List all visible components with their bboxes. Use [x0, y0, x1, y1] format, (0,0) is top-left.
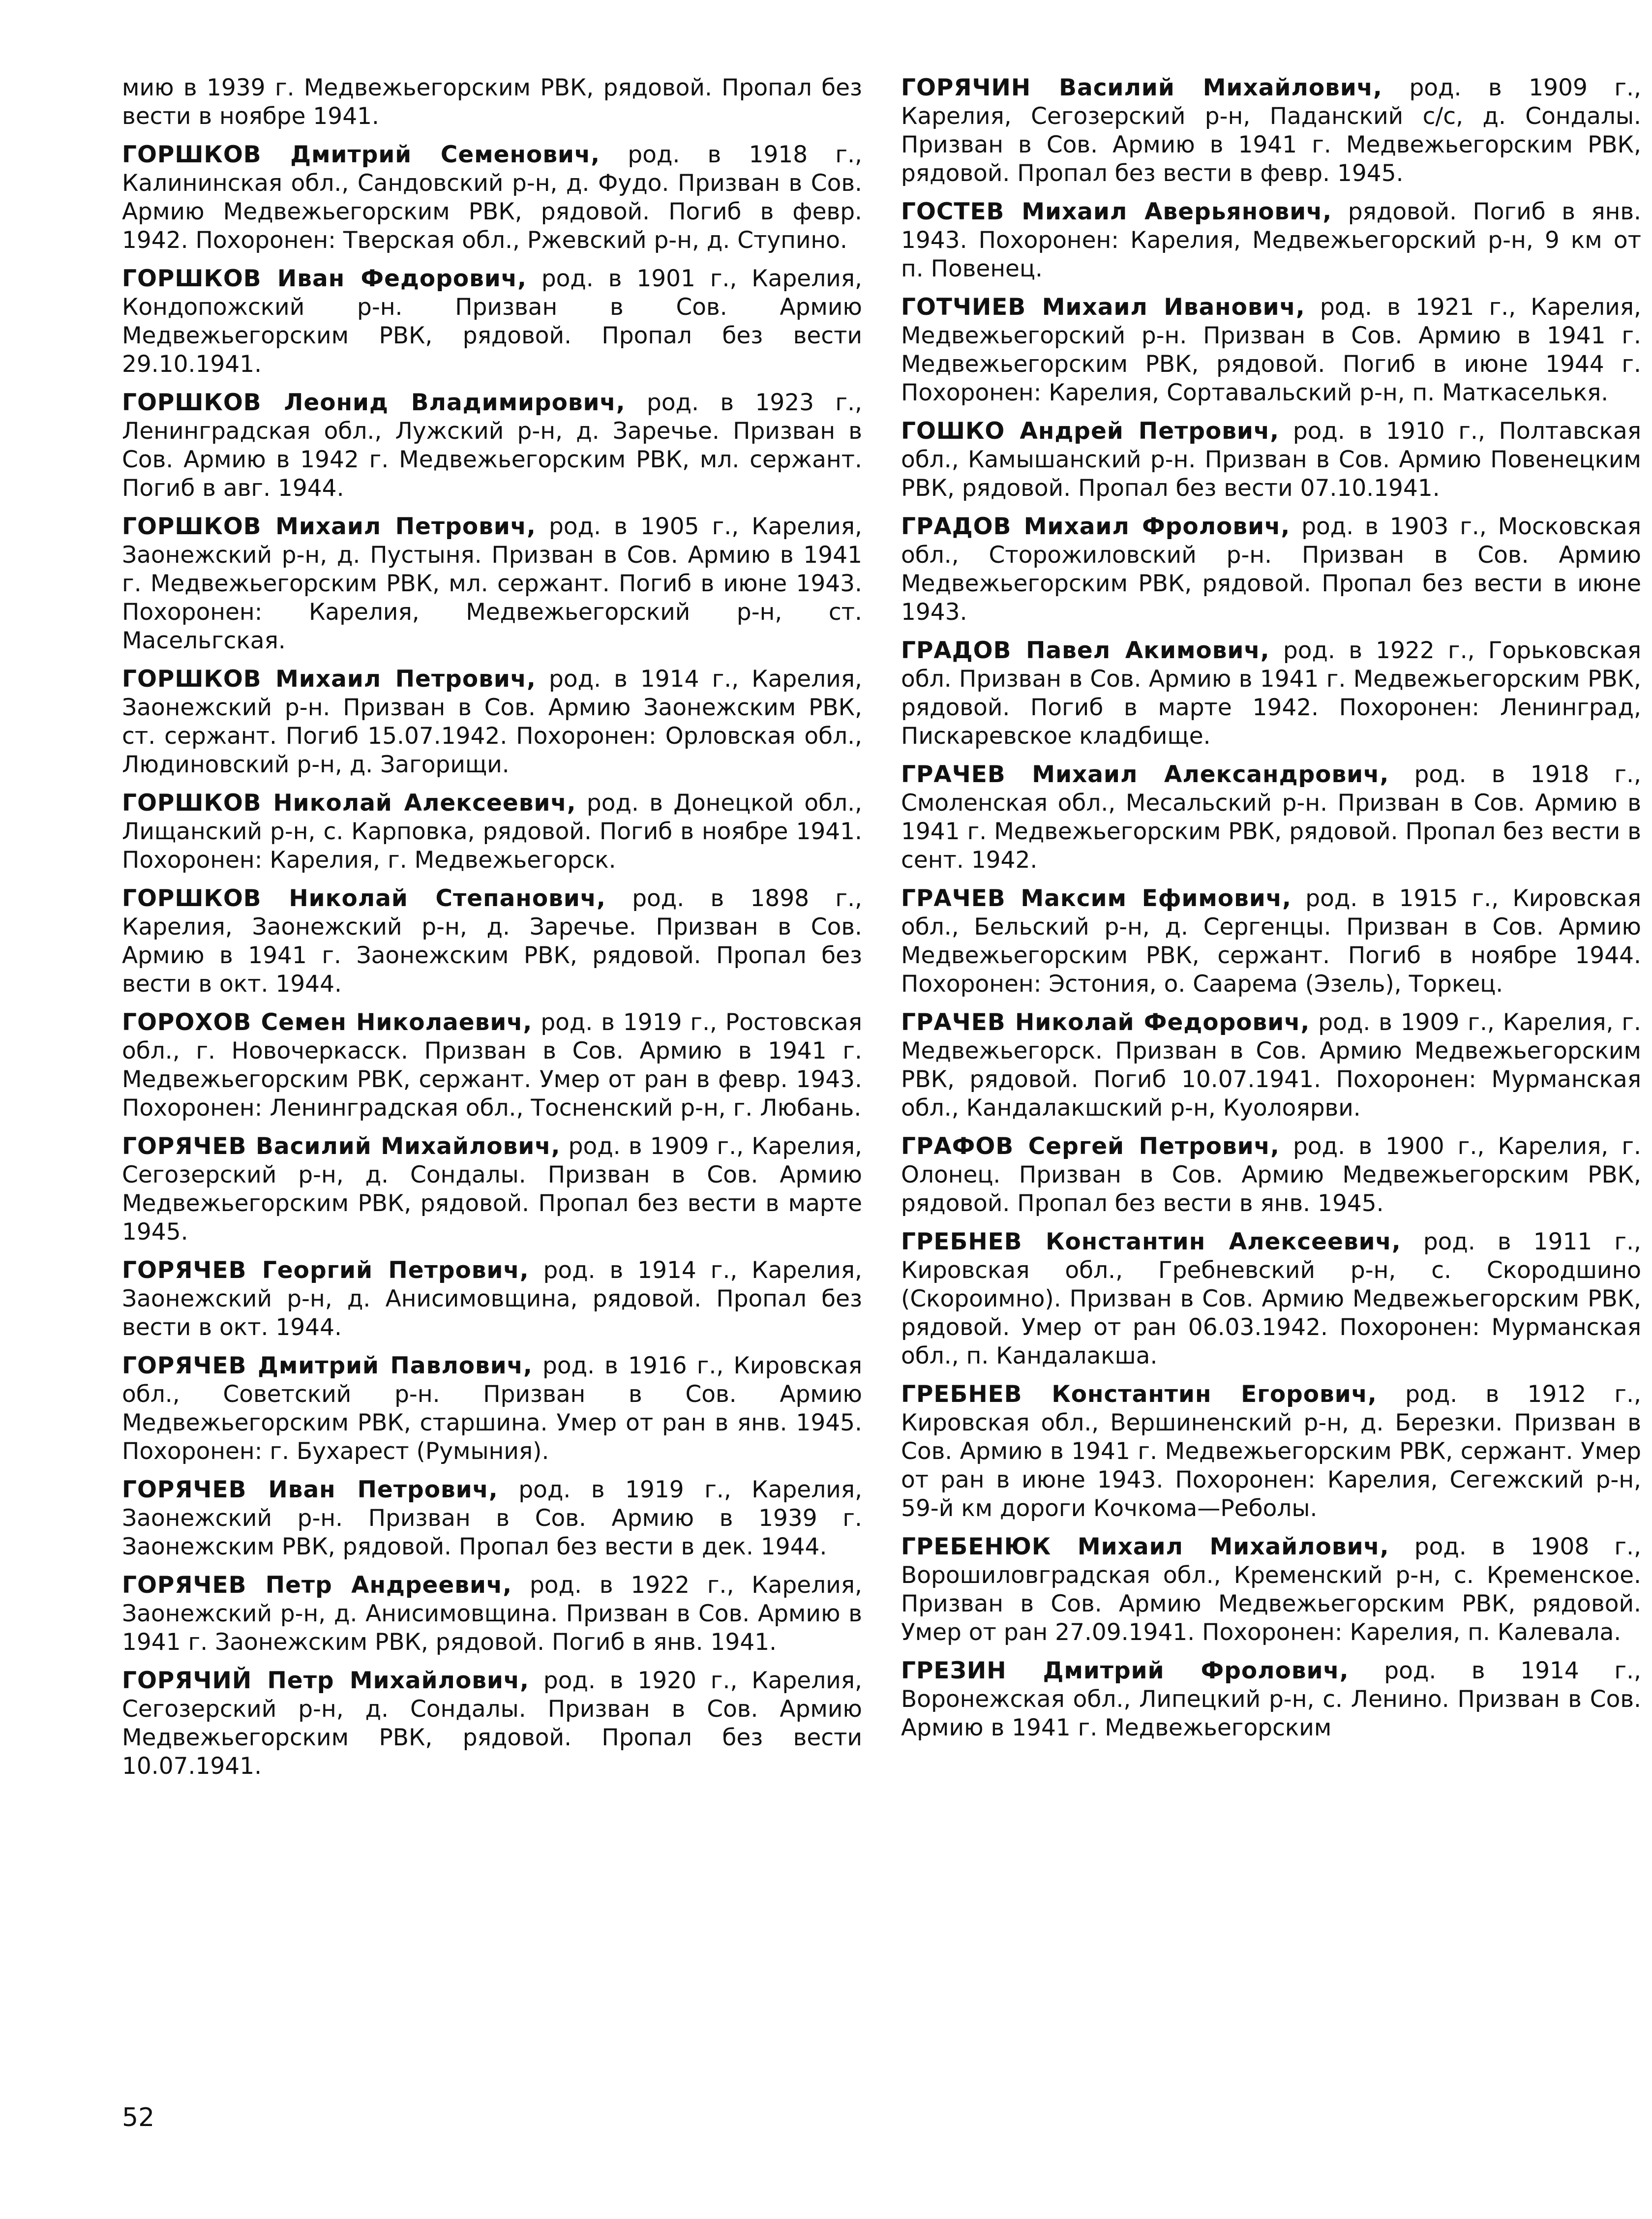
person-name: ГОРШКОВ Михаил Петрович, — [122, 513, 536, 540]
person-name: ГРАФОВ Сергей Петрович, — [901, 1133, 1280, 1160]
left-column — [122, 74, 862, 1791]
person-name: ГОТЧИЕВ Михаил Иванович, — [901, 294, 1305, 321]
record-entry — [122, 74, 862, 131]
record-entry — [122, 1008, 862, 1123]
record-details: род. в 1918 г., Калининская обл., Сандовский р-н, д. Фудо. Призван в Сов. Армию Медвежьегорским РВК, рядовой. Погиб в февр. 1942. Похоронен: Тверская обл., Ржевский р-н, д. Ступино. — [122, 141, 862, 254]
record-entry — [122, 265, 862, 379]
person-name: ГОРЯЧИЙ Петр Михайлович, — [122, 1667, 530, 1694]
record-details: род. в 1923 г., Ленинградская обл., Лужский р-н, д. Заречье. Призван в Сов. Армию в 1942 г. Медвежьегорским РВК, мл. сержант. Погиб в авг. 1944. — [122, 389, 862, 502]
person-name: ГОРШКОВ Михаил Петрович, — [122, 666, 536, 693]
page-number: 52 — [122, 2103, 155, 2132]
record-entry — [901, 1380, 1641, 1523]
person-name: ГОРЯЧЕВ Василий Михайлович, — [122, 1133, 561, 1160]
record-entry — [122, 513, 862, 655]
person-name: ГОРЯЧЕВ Петр Андреевич, — [122, 1572, 512, 1599]
record-entry — [901, 1228, 1641, 1370]
record-entry — [901, 1132, 1641, 1218]
person-name: ГРАЧЕВ Максим Ефимович, — [901, 885, 1292, 912]
record-details: род. в 1903 г., Московская обл., Сторожиловский р-н. Призван в Сов. Армию Медвежьегорским РВК, рядовой. Пропал без вести в июне 1943. — [901, 513, 1641, 626]
record-entry — [901, 760, 1641, 875]
record-details: род. в 1911 г., Кировская обл., Гребневский р-н, с. Скородшино (Скороимно). Призван в Сов. Армию Медвежьегорским РВК, рядовой. Умер от ран 06.03.1942. Похоронен: Мурманская обл., п. Кандалакша. — [901, 1228, 1641, 1369]
person-name: ГОРШКОВ Леонид Владимирович, — [122, 389, 626, 416]
person-name: ГРАЧЕВ Михаил Александрович, — [901, 761, 1389, 788]
person-name: ГРАДОВ Павел Акимович, — [901, 637, 1270, 664]
record-details: род. в 1909 г., Карелия, Сегозерский р-н, д. Сондалы. Призван в Сов. Армию Медвежьегорским РВК, рядовой. Пропал без вести в марте 1945. — [122, 1133, 862, 1246]
record-entry — [901, 1008, 1641, 1123]
record-entry — [122, 884, 862, 999]
record-details: род. в 1920 г., Карелия, Сегозерский р-н, д. Сондалы. Призван в Сов. Армию Медвежьегорским РВК, рядовой. Пропал без вести 10.07.1941. — [122, 1667, 862, 1780]
person-name: ГОСТЕВ Михаил Аверьянович, — [901, 198, 1332, 225]
record-entry — [901, 1533, 1641, 1647]
record-details: род. в 1912 г., Кировская обл., Вершиненский р-н, д. Березки. Призван в Сов. Армию в 1941 г. Медвежьегорским РВК, сержант. Умер от ран в июне 1943. Похоронен: Карелия, Сегежский р-н, 59-й км дороги Кочкома—Реболы. — [901, 1381, 1641, 1522]
record-entry — [122, 141, 862, 255]
record-details: род. в 1914 г., Воронежская обл., Липецкий р-н, с. Ленино. Призван в Сов. Армию в 1941 г. Медвежьегорским — [901, 1657, 1641, 1741]
record-entry — [901, 198, 1641, 283]
record-entry — [122, 389, 862, 503]
record-details: род. в 1900 г., Карелия, г. Олонец. Призван в Сов. Армию Медвежьегорским РВК, рядовой. Пропал без вести в янв. 1945. — [901, 1133, 1641, 1217]
person-name: ГРАДОВ Михаил Фролович, — [901, 513, 1291, 540]
person-name: ГРЕБНЕВ Константин Алексеевич, — [901, 1228, 1401, 1255]
record-details: род. в 1915 г., Кировская обл., Бельский р-н, д. Сергенцы. Призван в Сов. Армию Медвежьегорским РВК, сержант. Погиб в ноябре 1944. Похоронен: Эстония, о. Саарема (Эзель), Торкец. — [901, 885, 1641, 998]
record-entry — [122, 1132, 862, 1246]
person-name: ГОРЯЧЕВ Дмитрий Павлович, — [122, 1352, 533, 1379]
record-details: род. в 1910 г., Полтавская обл., Камышанский р-н. Призван в Сов. Армию Повенецким РВК, рядовой. Пропал без вести 07.10.1941. — [901, 418, 1641, 502]
record-entry — [122, 1256, 862, 1342]
person-name: ГОРЯЧИН Василий Михайлович, — [901, 74, 1382, 101]
person-name: ГОРОХОВ Семен Николаевич, — [122, 1009, 533, 1036]
record-entry — [901, 417, 1641, 503]
record-entry — [901, 637, 1641, 751]
person-name: ГОРЯЧЕВ Иван Петрович, — [122, 1476, 498, 1503]
record-details: род. в 1921 г., Карелия, Медвежьегорский р-н. Призван в Сов. Армию в 1941 г. Медвежьегорским РВК, рядовой. Погиб в июне 1944 г. Похоронен: Карелия, Сортавальский р-н, п. Маткаселькя. — [901, 294, 1641, 406]
record-entry — [122, 789, 862, 875]
record-entry — [901, 293, 1641, 407]
record-entry — [901, 1657, 1641, 1742]
record-entry — [122, 1352, 862, 1466]
record-details: род. в 1908 г., Ворошиловградская обл., Кременский р-н, с. Кременское. Призван в Сов. Армию Медвежьегорским РВК, рядовой. Умер от ран 27.09.1941. Похоронен: Карелия, п. Калевала. — [901, 1533, 1641, 1646]
record-details: род. в 1909 г., Карелия, Сегозерский р-н, Паданский с/с, д. Сондалы. Призван в Сов. Армию в 1941 г. Медвежьегорским РВК, рядовой. Пропал без вести в февр. 1945. — [901, 74, 1641, 187]
record-details: род. в 1898 г., Карелия, Заонежский р-н, д. Заречье. Призван в Сов. Армию в 1941 г. Заонежским РВК, рядовой. Пропал без вести в окт. 1944. — [122, 885, 862, 998]
right-column — [901, 74, 1641, 1752]
record-entry — [122, 1667, 862, 1781]
record-details: род. в 1916 г., Кировская обл., Советский р-н. Призван в Сов. Армию Медвежьегорским РВК, старшина. Умер от ран в янв. 1945. Похоронен: г. Бухарест (Румыния). — [122, 1352, 862, 1465]
record-details: род. в 1922 г., Горьковская обл. Призван в Сов. Армию в 1941 г. Медвежьегорским РВК, рядовой. Погиб в марте 1942. Похоронен: Ленинград, Пискаревское кладбище. — [901, 637, 1641, 750]
record-details: род. в 1919 г., Ростовская обл., г. Новочеркасск. Призван в Сов. Армию в 1941 г. Медвежьегорским РВК, сержант. Умер от ран в февр. 1943. Похоронен: Ленинградская обл., Тосненский р-н, г. Любань. — [122, 1009, 862, 1122]
person-name: ГРЕЗИН Дмитрий Фролович, — [901, 1657, 1349, 1684]
record-details: род. в 1914 г., Карелия, Заонежский р-н, д. Анисимовщина, рядовой. Пропал без вести в окт. 1944. — [122, 1257, 862, 1341]
person-name: ГОРЯЧЕВ Георгий Петрович, — [122, 1257, 529, 1284]
record-entry — [122, 665, 862, 779]
person-name: ГРАЧЕВ Николай Федорович, — [901, 1009, 1310, 1036]
record-details: рядовой. Погиб в янв. 1943. Похоронен: Карелия, Медвежьегорский р-н, 9 км от п. Повенец. — [901, 198, 1641, 282]
person-name: ГОШКО Андрей Петрович, — [901, 418, 1280, 445]
record-details: род. в 1918 г., Смоленская обл., Месальский р-н. Призван в Сов. Армию в 1941 г. Медвежьегорским РВК, рядовой. Пропал без вести в сент. 1942. — [901, 761, 1641, 874]
record-entry — [901, 513, 1641, 627]
record-details: род. в Донецкой обл., Лищанский р-н, с. Карповка, рядовой. Погиб в ноябре 1941. Похоронен: Карелия, г. Медвежьегорск. — [122, 790, 862, 874]
person-name: ГОРШКОВ Дмитрий Семенович, — [122, 141, 601, 168]
person-name: ГОРШКОВ Николай Алексеевич, — [122, 790, 576, 817]
record-entry — [122, 1571, 862, 1657]
person-name: ГОРШКОВ Николай Степанович, — [122, 885, 606, 912]
record-details: род. в 1909 г., Карелия, г. Медвежьегорск. Призван в Сов. Армию Медвежьегорским РВК, рядовой. Погиб 10.07.1941. Похоронен: Мурманская обл., Кандалакшский р-н, Куолоярви. — [901, 1009, 1641, 1122]
person-name: ГОРШКОВ Иван Федорович, — [122, 265, 527, 292]
person-name: ГРЕБНЕВ Константин Егорович, — [901, 1381, 1377, 1408]
record-entry — [901, 884, 1641, 999]
record-details: мию в 1939 г. Медвежьегорским РВК, рядовой. Пропал без вести в ноябре 1941. — [122, 74, 862, 130]
record-details: род. в 1919 г., Карелия, Заонежский р-н. Призван в Сов. Армию в 1939 г. Заонежским РВК, рядовой. Пропал без вести в дек. 1944. — [122, 1476, 863, 1560]
record-details: род. в 1901 г., Карелия, Кондопожский р-н. Призван в Сов. Армию Медвежьегорским РВК, рядовой. Пропал без вести 29.10.1941. — [122, 265, 862, 378]
record-details: род. в 1922 г., Карелия, Заонежский р-н, д. Анисимовщина. Призван в Сов. Армию в 1941 г. Заонежским РВК, рядовой. Погиб в янв. 1941. — [122, 1572, 862, 1656]
record-details: род. в 1905 г., Карелия, Заонежский р-н, д. Пустыня. Призван в Сов. Армию в 1941 г. Медвежьегорским РВК, мл. сержант. Погиб в июне 1943. Похоронен: Карелия, Медвежьегорский р-н, ст. Масельгская. — [122, 513, 862, 654]
person-name: ГРЕБЕНЮК Михаил Михайлович, — [901, 1533, 1389, 1560]
record-entry — [122, 1476, 862, 1561]
record-entry — [901, 74, 1641, 188]
record-details: род. в 1914 г., Карелия, Заонежский р-н. Призван в Сов. Армию Заонежским РВК, ст. сержант. Погиб 15.07.1942. Похоронен: Орловская обл., Людиновский р-н, д. Загорищи. — [122, 666, 862, 778]
